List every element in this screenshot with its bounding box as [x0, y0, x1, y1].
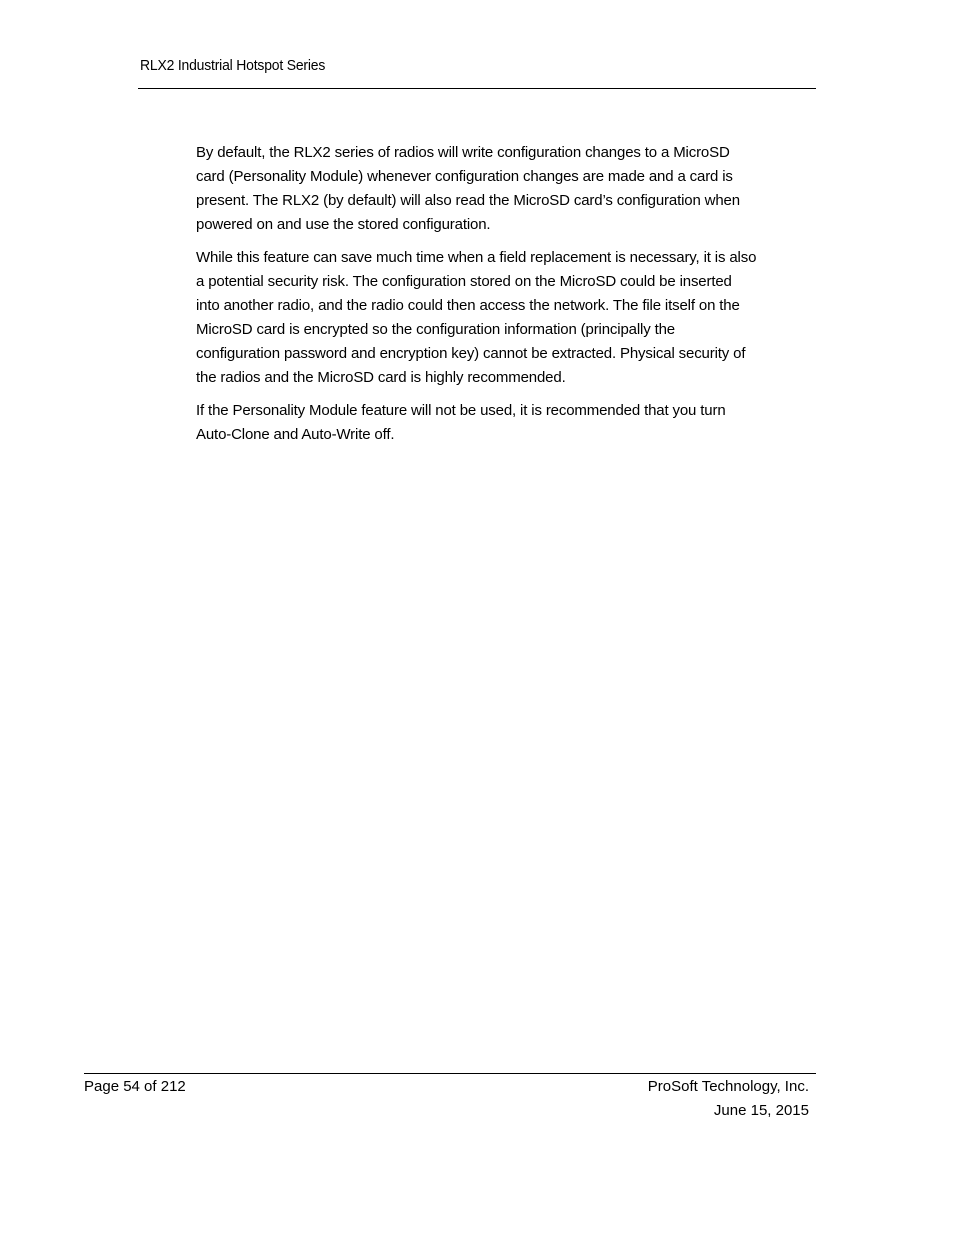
paragraph-default-behavior: By default, the RLX2 series of radios will write configuration changes to a MicroSD card (Personality Module) whenever configuration changes are made and a card is present. The RLX2 (by default) will also read the MicroSD card’s configuration when powered on and use the stored configuration.: [196, 144, 740, 233]
paragraph-security-risk: While this feature can save much time when a field replacement is necessary, it is also a potential security risk. The configuration stored on the MicroSD could be inserted into another radio, and the radio could then access the network. The file itself on the MicroSD card is encrypted so the configuration information (principally the configuration password and encryption key) cannot be extracted. Physical security of the radios and the MicroSD card is highly recommended.: [196, 249, 757, 386]
header-divider: [138, 88, 816, 89]
body-text: [196, 141, 758, 456]
running-header-title: RLX2 Industrial Hotspot Series: [140, 57, 326, 74]
footer-right-block: [648, 1075, 809, 1123]
footer-page-number: Page 54 of 212: [84, 1078, 186, 1095]
footer-date: June 15, 2015: [713, 1102, 809, 1119]
footer-company: ProSoft Technology, Inc.: [647, 1078, 809, 1095]
footer-divider: [84, 1073, 816, 1074]
paragraph-recommendation: If the Personality Module feature will not be used, it is recommended that you turn Auto-Clone and Auto-Write off.: [196, 402, 726, 443]
